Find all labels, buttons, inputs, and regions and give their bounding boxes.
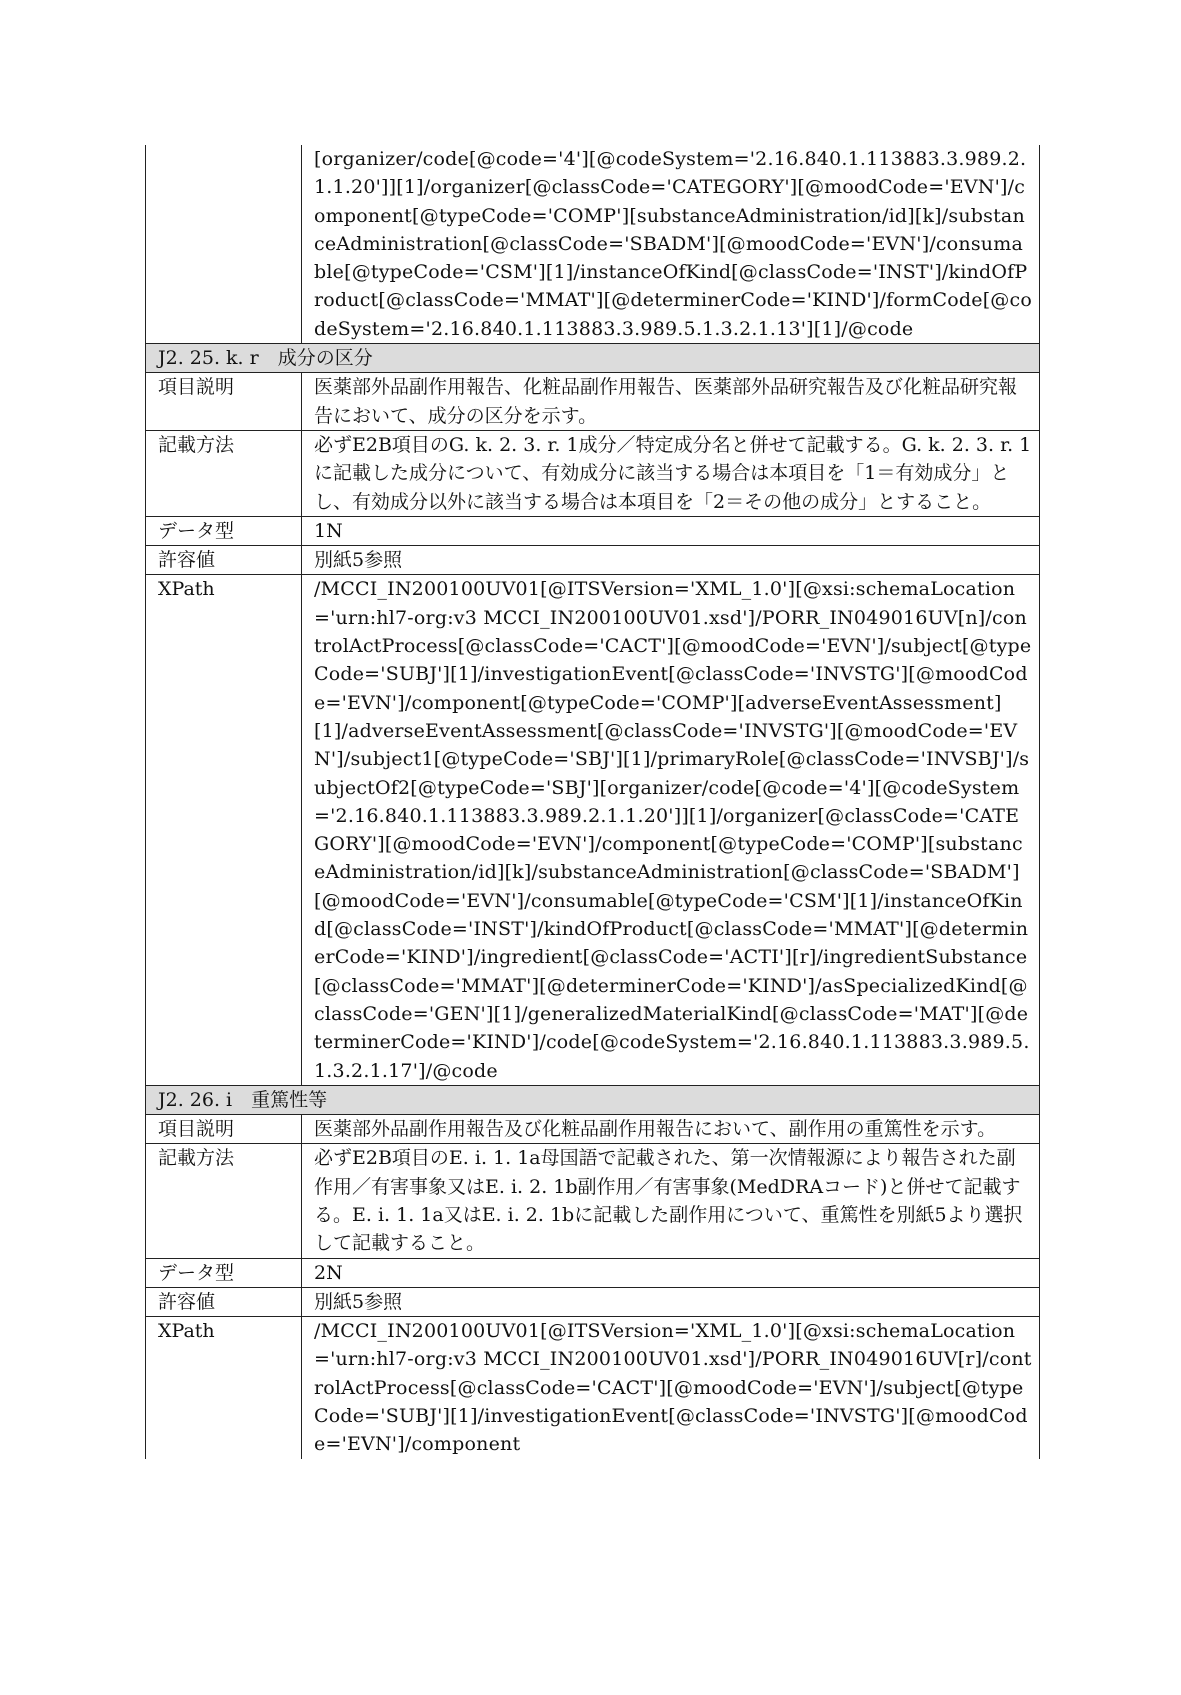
row-value: 必ずE2B項目のG. k. 2. 3. r. 1成分／特定成分名と併せて記載する。G. k. 2. 3. r. 1に記載した成分について、有効成分に該当する場合は本項目を「1＝有効成分」とし、有効成分以外に該当する場合は本項目を「2＝その他の成分」とすること。 [302, 430, 1040, 516]
row-label: 項目説明 [146, 373, 302, 431]
row-label: XPath [146, 1317, 302, 1459]
row-label: 許容値 [146, 1287, 302, 1316]
row-value: 必ずE2B項目のE. i. 1. 1a母国語で記載された、第一次情報源により報告された副作用／有害事象又はE. i. 2. 1b副作用／有害事象(MedDRAコード)と併せて記載する。E. i. 1. 1a又はE. i. 2. 1bに記載した副作用について、重篤性を別紙5より選択して記載すること。 [302, 1144, 1040, 1258]
table-row [146, 516, 1040, 545]
table-row [146, 1287, 1040, 1316]
section-heading-row [146, 344, 1040, 373]
table-row [146, 1144, 1040, 1258]
row-label: 許容値 [146, 546, 302, 575]
continued-xpath: [organizer/code[@code='4'][@codeSystem='2.16.840.1.113883.3.989.2.1.1.20']][1]/organizer[@classCode='CATEGORY'][@moodCode='EVN']/component[@typeCode='COMP'][substanceAdministration/id][k]/substanceAdministration[@classCode='SBADM'][@moodCode='EVN']/consumable[@typeCode='CSM'][1]/instanceOfKind[@classCode='INST']/kindOfProduct[@classCode='MMAT'][@determinerCode='KIND']/formCode[@codeSystem='2.16.840.1.113883.3.989.5.1.3.2.1.13'][1]/@code [302, 145, 1040, 344]
section-heading: J2. 25. k. r 成分の区分 [146, 344, 1040, 373]
section-heading-row [146, 1085, 1040, 1114]
table-row [146, 1115, 1040, 1144]
xpath-value: /MCCI_IN200100UV01[@ITSVersion='XML_1.0'][@xsi:schemaLocation='urn:hl7-org:v3 MCCI_IN200100UV01.xsd']/PORR_IN049016UV[n]/controlActProcess[@classCode='CACT'][@moodCode='EVN']/subject[@typeCode='SUBJ'][1]/investigationEvent[@classCode='INVSTG'][@moodCode='EVN']/component[@typeCode='COMP'][adverseEventAssessment][1]/adverseEventAssessment[@classCode='INVSTG'][@moodCode='EVN']/subject1[@typeCode='SBJ'][1]/primaryRole[@classCode='INVSBJ']/subjectOf2[@typeCode='SBJ'][organizer/code[@code='4'][@codeSystem='2.16.840.1.113883.3.989.2.1.1.20']][1]/organizer[@classCode='CATEGORY'][@moodCode='EVN']/component[@typeCode='COMP'][substanceAdministration/id][k]/substanceAdministration[@classCode='SBADM'][@moodCode='EVN']/consumable[@typeCode='CSM'][1]/instanceOfKind[@classCode='INST']/kindOfProduct[@classCode='MMAT'][@determinerCode='KIND']/ingredient[@classCode='ACTI'][r]/ingredientSubstance[@classCode='MMAT'][@determinerCode='KIND']/asSpecializedKind[@classCode='GEN'][1]/generalizedMaterialKind[@classCode='MAT'][@determinerCode='KIND']/code[@codeSystem='2.16.840.1.113883.3.989.5.1.3.2.1.17']/@code [302, 575, 1040, 1085]
table-row [146, 1317, 1040, 1459]
row-label: データ型 [146, 516, 302, 545]
row-value: 2N [302, 1258, 1040, 1287]
table-row [146, 575, 1040, 1085]
row-label: 記載方法 [146, 1144, 302, 1258]
row-value: 別紙5参照 [302, 1287, 1040, 1316]
row-value: 医薬部外品副作用報告、化粧品副作用報告、医薬部外品研究報告及び化粧品研究報告において、成分の区分を示す。 [302, 373, 1040, 431]
row-value: 1N [302, 516, 1040, 545]
table-row [146, 373, 1040, 431]
section-heading: J2. 26. i 重篤性等 [146, 1085, 1040, 1114]
table-row [146, 1258, 1040, 1287]
table-row [146, 430, 1040, 516]
row-label: 記載方法 [146, 430, 302, 516]
spec-table [145, 145, 1040, 1459]
label-cell [146, 145, 302, 344]
row-value: 別紙5参照 [302, 546, 1040, 575]
row-label: XPath [146, 575, 302, 1085]
xpath-value: /MCCI_IN200100UV01[@ITSVersion='XML_1.0'][@xsi:schemaLocation='urn:hl7-org:v3 MCCI_IN200100UV01.xsd']/PORR_IN049016UV[r]/controlActProcess[@classCode='CACT'][@moodCode='EVN']/subject[@typeCode='SUBJ'][1]/investigationEvent[@classCode='INVSTG'][@moodCode='EVN']/component [302, 1317, 1040, 1459]
row-label: データ型 [146, 1258, 302, 1287]
table-row [146, 145, 1040, 344]
row-label: 項目説明 [146, 1115, 302, 1144]
table-row [146, 546, 1040, 575]
row-value: 医薬部外品副作用報告及び化粧品副作用報告において、副作用の重篤性を示す。 [302, 1115, 1040, 1144]
